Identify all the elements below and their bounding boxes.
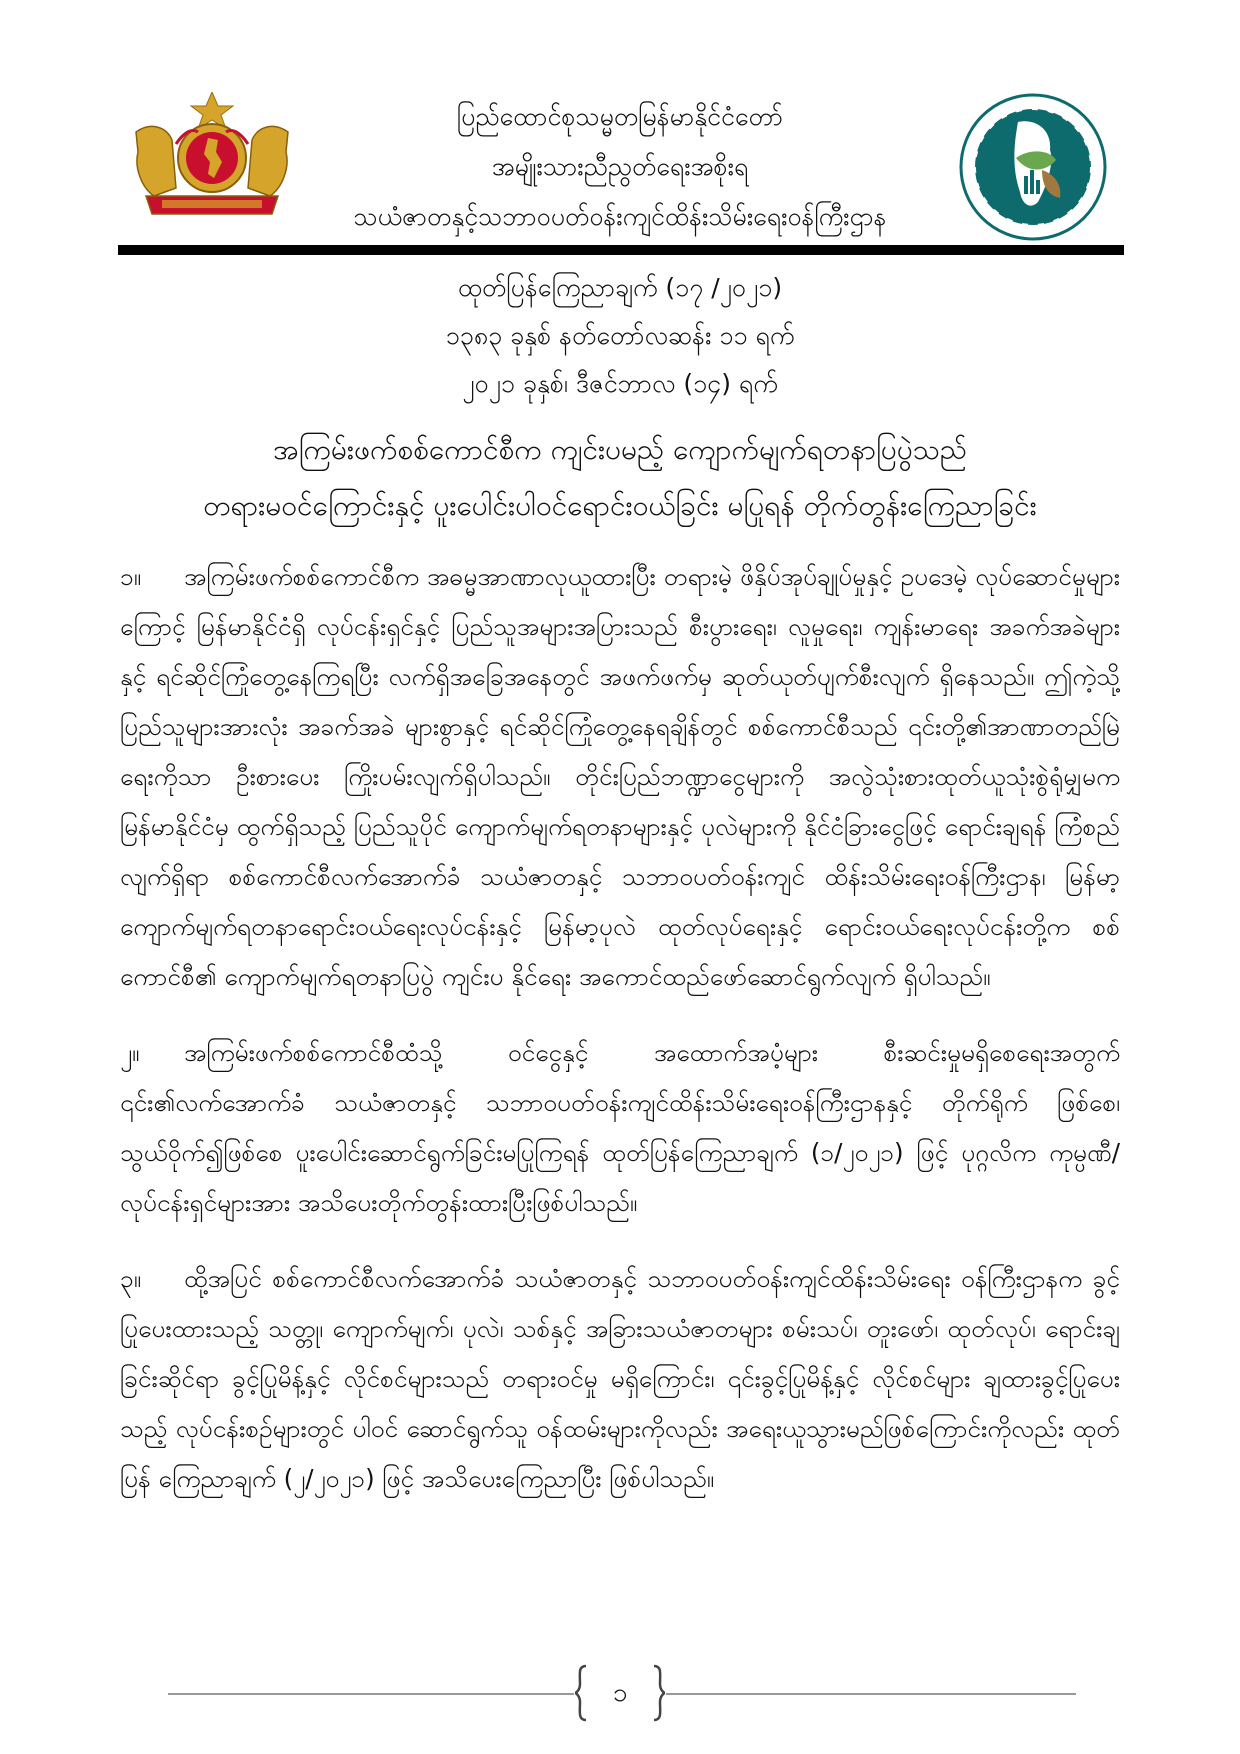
right-brace-icon	[652, 1664, 666, 1722]
page-number: ၁	[612, 1678, 628, 1708]
page-footer	[0, 1660, 1240, 1720]
footer-line-right	[666, 1693, 1076, 1695]
paragraph-3	[120, 1254, 1120, 1504]
country-name: ပြည်ထောင်စုသမ္မတမြန်မာနိုင်ငံတော်	[456, 102, 784, 131]
title-line-2: တရားမဝင်ကြောင်းနှင့် ပူးပေါင်းပါဝင်ရောင်းဝယ်ခြင်း မပြုရန် တိုက်တွန်းကြေညာခြင်း	[203, 489, 1037, 522]
paragraph-number: ၁။	[120, 562, 142, 591]
paragraph-number: ၂။	[120, 1038, 140, 1067]
footer-line-left	[168, 1693, 574, 1695]
paragraph-1	[120, 552, 1120, 1002]
gregorian-date: ၂၀၂၁ ခုနှစ်၊ ဒီဇင်ဘာလ (၁၄) ရက်	[462, 369, 778, 398]
left-brace-icon	[574, 1664, 588, 1722]
paragraph-text: ထို့အပြင် စစ်ကောင်စီလက်အောက်ခံ သယံဇာတနှင့် သဘာဝပတ်ဝန်းကျင်ထိန်းသိမ်းရေး ဝန်ကြီးဌာနက ခွင့်ပြုပေးထားသည့် သတ္တု၊ ကျောက်မျက်၊ ပုလဲ၊ သစ်နှင့် အခြားသယံဇာတများ စမ်းသပ်၊ တူးဖော်၊ ထုတ်လုပ်၊ ရောင်းချခြင်းဆိုင်ရာ ခွင့်ပြုမိန့်နှင့် လိုင်စင်များသည် တရားဝင်မှု မရှိကြောင်း၊ ၎င်းခွင့်ပြုမိန့်နှင့် လိုင်စင်များ ချထားခွင့်ပြုပေးသည့် လုပ်ငန်းစဉ်များတွင် ပါဝင် ဆောင်ရွက်သူ ဝန်ထမ်းများကိုလည်း အရေးယူသွားမည်ဖြစ်ကြောင်းကိုလည်း ထုတ်ပြန် ကြေညာချက် (၂/၂၀၂၁) ဖြင့် အသိပေးကြေညာပြီး ဖြစ်ပါသည်။	[120, 1264, 1120, 1493]
page-number-box	[574, 1664, 666, 1722]
announcement-body	[120, 552, 1120, 1530]
announcement-title	[120, 422, 1120, 534]
header-divider-rule	[118, 245, 1124, 255]
announcement-number: ထုတ်ပြန်ကြေညာချက် (၁၇ /၂၀၂၁)	[457, 273, 783, 302]
letterhead	[0, 0, 1240, 260]
government-name: အမျိုးသားညီညွတ်ရေးအစိုးရ	[491, 152, 749, 181]
paragraph-text: အကြမ်းဖက်စစ်ကောင်စီထံသို့ ဝင်ငွေနှင့် အထောက်အပံ့များ စီးဆင်းမှုမရှိစေရေးအတွက် ၎င်း၏လက်အောက်ခံ သယံဇာတနှင့် သဘာဝပတ်ဝန်းကျင်ထိန်းသိမ်းရေးဝန်ကြီးဌာနနှင့် တိုက်ရိုက် ဖြစ်စေ၊ သွယ်ဝိုက်၍ဖြစ်စေ ပူးပေါင်းဆောင်ရွက်ခြင်းမပြုကြရန် ထုတ်ပြန်ကြေညာချက် (၁/၂၀၂၁) ဖြင့် ပုဂ္ဂလိက ကုမ္ပဏီ/ လုပ်ငန်းရှင်များအား အသိပေးတိုက်တွန်းထားပြီးဖြစ်ပါသည်။	[120, 1038, 1120, 1217]
ministry-logo	[958, 92, 1108, 242]
announcement-reference	[170, 264, 1070, 408]
state-seal-icon	[132, 92, 292, 226]
letterhead-text	[300, 92, 940, 242]
paragraph-2	[120, 1028, 1120, 1228]
myanmar-calendar-date: ၁၃၈၃ ခုနှစ် နတ်တော်လဆန်း ၁၁ ရက်	[445, 321, 795, 350]
paragraph-number: ၃။	[120, 1264, 142, 1293]
title-line-1: အကြမ်းဖက်စစ်ကောင်စီက ကျင်းပမည့် ကျောက်မျက်ရတနာပြပွဲသည်	[273, 433, 967, 466]
ministry-name: သယံဇာတနှင့်သဘာဝပတ်ဝန်းကျင်ထိန်းသိမ်းရေးဝန်ကြီးဌာန	[353, 202, 887, 231]
ministry-logo-icon	[958, 92, 1108, 242]
state-seal-emblem	[132, 92, 292, 226]
paragraph-text: အကြမ်းဖက်စစ်ကောင်စီက အဓမ္မအာဏာလုယူထားပြီး တရားမဲ့ ဖိနှိပ်အုပ်ချုပ်မှုနှင့် ဥပဒေမဲ့ လုပ်ဆောင်မှုများကြောင့် မြန်မာနိုင်ငံရှိ လုပ်ငန်းရှင်နှင့် ပြည်သူအများအပြားသည် စီးပွားရေး၊ လူမှုရေး၊ ကျန်းမာရေး အခက်အခဲများနှင့် ရင်ဆိုင်ကြုံတွေ့နေကြရပြီး လက်ရှိအခြေအနေတွင် အဖက်ဖက်မှ ဆုတ်ယုတ်ပျက်စီးလျက် ရှိနေသည်။ ဤကဲ့သို့ ပြည်သူများအားလုံး အခက်အခဲ များစွာနှင့် ရင်ဆိုင်ကြုံတွေ့နေရချိန်တွင် စစ်ကောင်စီသည် ၎င်းတို့၏အာဏာတည်မြဲရေးကိုသာ ဦးစားပေး ကြိုးပမ်းလျက်ရှိပါသည်။ တိုင်းပြည်ဘဏ္ဍာငွေများကို အလွဲသုံးစားထုတ်ယူသုံးစွဲရုံမျှမက မြန်မာနိုင်ငံမှ ထွက်ရှိသည့် ပြည်သူပိုင် ကျောက်မျက်ရတနာများနှင့် ပုလဲများကို နိုင်ငံခြားငွေဖြင့် ရောင်းချရန် ကြံစည်လျက်ရှိရာ စစ်ကောင်စီလက်အောက်ခံ သယံဇာတနှင့် သဘာဝပတ်ဝန်းကျင် ထိန်းသိမ်းရေးဝန်ကြီးဌာန၊ မြန်မာ့ကျောက်မျက်ရတနာရောင်းဝယ်ရေးလုပ်ငန်းနှင့် မြန်မာ့ပုလဲ ထုတ်လုပ်ရေးနှင့် ရောင်းဝယ်ရေးလုပ်ငန်းတို့က စစ်ကောင်စီ၏ ကျောက်မျက်ရတနာပြပွဲ ကျင်းပ နိုင်ရေး အကောင်ထည်ဖော်ဆောင်ရွက်လျက် ရှိပါသည်။	[120, 562, 1120, 991]
